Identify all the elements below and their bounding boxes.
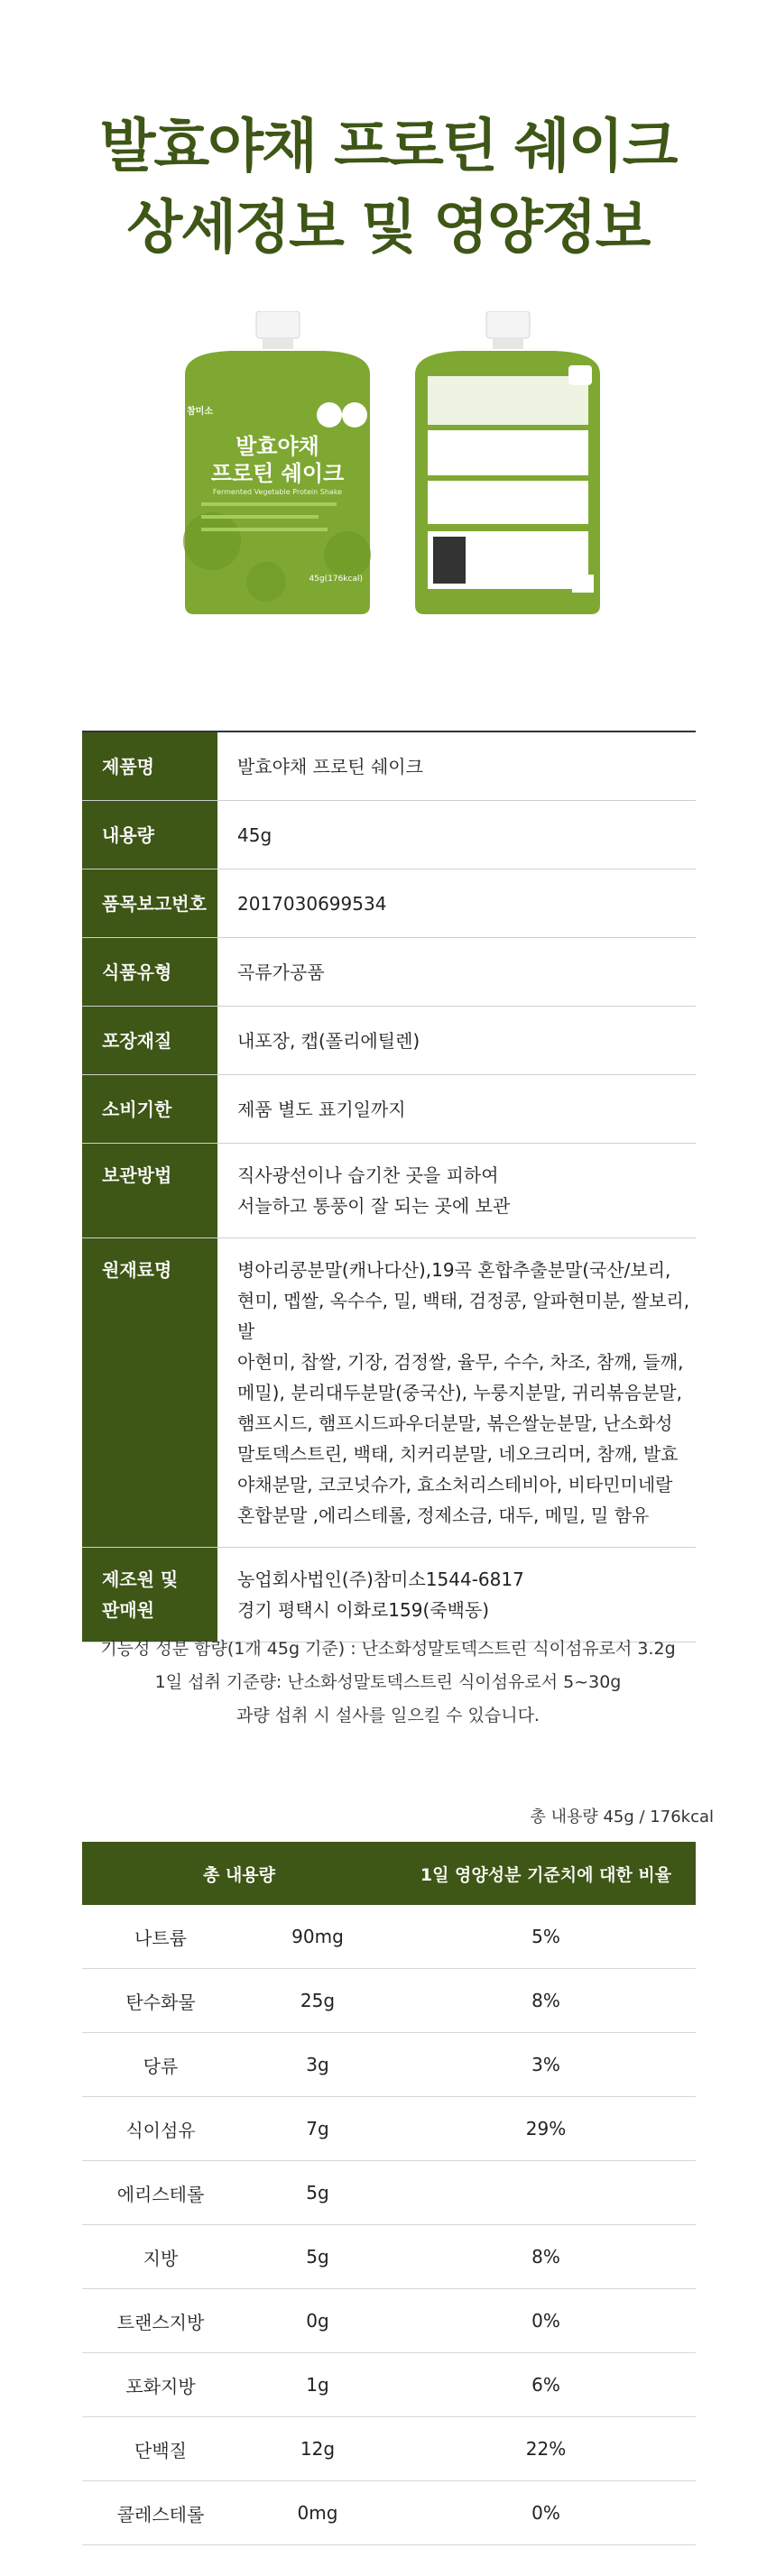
nutrient-name: 콜레스테롤 bbox=[82, 2481, 239, 2545]
nutrient-name: 나트륨 bbox=[82, 1905, 239, 1969]
info-value-line: 혼합분말 ,에리스테롤, 정제소금, 대두, 메밀, 밀 함유 bbox=[237, 1504, 650, 1526]
note-line: 과량 섭취 시 설사를 일으킬 수 있습니다. bbox=[236, 1706, 540, 1725]
functional-notes bbox=[0, 1633, 776, 1733]
info-label: 보관방법 bbox=[82, 1144, 217, 1237]
nutrient-name: 포화지방 bbox=[82, 2353, 239, 2417]
nutrient-name: 단백질 bbox=[82, 2417, 239, 2481]
nutrient-name: 당류 bbox=[82, 2033, 239, 2097]
info-value: 45g bbox=[237, 823, 273, 846]
pouch-subtitle: Fermented Vegetable Protein Shake bbox=[212, 488, 343, 496]
info-value: 2017030699534 bbox=[237, 892, 387, 915]
nutrient-ratio: 29% bbox=[396, 2097, 696, 2161]
info-row-expiry bbox=[82, 1075, 696, 1144]
table-row bbox=[82, 2353, 696, 2417]
nutrition-header-ratio: 1일 영양성분 기준치에 대한 비율 bbox=[396, 1842, 696, 1905]
info-label: 소비기한 bbox=[82, 1075, 217, 1143]
info-row-ingredients bbox=[82, 1238, 696, 1548]
nutrient-ratio bbox=[396, 2161, 696, 2225]
nutrient-amount: 25g bbox=[239, 1969, 396, 2033]
table-row bbox=[82, 2225, 696, 2289]
pouch-weight: 45g(176kcal) bbox=[309, 575, 363, 584]
info-label: 원재료명 bbox=[82, 1238, 217, 1547]
pouch-front-image bbox=[167, 311, 388, 618]
info-value bbox=[217, 1238, 696, 1547]
table-row bbox=[82, 1969, 696, 2033]
table-row bbox=[82, 2289, 696, 2353]
info-label-line: 판매원 bbox=[102, 1599, 154, 1621]
info-row-food-type bbox=[82, 938, 696, 1007]
nutrition-table bbox=[82, 1842, 696, 2545]
nutrient-name: 탄수화물 bbox=[82, 1969, 239, 2033]
nutrient-ratio: 8% bbox=[396, 1969, 696, 2033]
nutrient-amount: 0mg bbox=[239, 2481, 396, 2545]
product-images bbox=[0, 311, 776, 622]
info-value: 제품 별도 표기일까지 bbox=[237, 1098, 406, 1120]
table-row bbox=[82, 2033, 696, 2097]
nutrient-ratio: 22% bbox=[396, 2417, 696, 2481]
info-value bbox=[217, 1144, 696, 1237]
nutrient-amount: 3g bbox=[239, 2033, 396, 2097]
info-label: 식품유형 bbox=[82, 938, 217, 1006]
info-value-line: 햄프시드, 햄프시드파우더분말, 볶은쌀눈분말, 난소화성 bbox=[237, 1412, 673, 1434]
info-value: 발효야채 프로틴 쉐이크 bbox=[237, 755, 423, 777]
info-value-line: 야채분말, 코코넛슈가, 효소처리스테비아, 비타민미네랄 bbox=[237, 1474, 673, 1495]
table-row bbox=[82, 2481, 696, 2545]
nutrient-name: 에리스테롤 bbox=[82, 2161, 239, 2225]
table-row bbox=[82, 2097, 696, 2161]
info-value: 내포장, 캡(폴리에틸렌) bbox=[237, 1029, 420, 1052]
nutrient-name: 식이섬유 bbox=[82, 2097, 239, 2161]
brand-label: 참미소 bbox=[187, 407, 213, 417]
info-value-line: 아현미, 찹쌀, 기장, 검정쌀, 율무, 수수, 차조, 참깨, 들깨, bbox=[237, 1351, 684, 1373]
note-line: 1일 섭취 기준량: 난소화성말토덱스트린 식이섬유로서 5~30g bbox=[154, 1672, 622, 1692]
nutrient-amount: 90mg bbox=[239, 1905, 396, 1969]
nutrition-header-row bbox=[82, 1842, 696, 1905]
nutrient-ratio: 0% bbox=[396, 2481, 696, 2545]
pouch-name-line-1: 발효야채 bbox=[236, 434, 319, 459]
table-row bbox=[82, 1905, 696, 1969]
title-line-1: 발효야채 프로틴 쉐이크 bbox=[99, 114, 677, 180]
info-label: 내용량 bbox=[82, 801, 217, 869]
info-value-line: 병아리콩분말(캐나다산),19곡 혼합추출분말(국산/보리, bbox=[237, 1259, 671, 1281]
info-value: 곡류가공품 bbox=[237, 961, 325, 983]
pouch-back-image bbox=[397, 311, 618, 618]
info-value-line: 서늘하고 통풍이 잘 되는 곳에 보관 bbox=[237, 1195, 511, 1217]
info-value-line: 현미, 멥쌀, 옥수수, 밀, 백태, 검정콩, 알파현미분, 쌀보리, 발 bbox=[237, 1290, 690, 1342]
nutrient-amount: 1g bbox=[239, 2353, 396, 2417]
title-line-2: 상세정보 및 영양정보 bbox=[126, 195, 650, 262]
nutrient-ratio: 0% bbox=[396, 2289, 696, 2353]
nutrient-amount: 5g bbox=[239, 2225, 396, 2289]
nutrient-amount: 5g bbox=[239, 2161, 396, 2225]
info-label: 포장재질 bbox=[82, 1007, 217, 1074]
info-row-packaging bbox=[82, 1007, 696, 1075]
nutrient-ratio: 5% bbox=[396, 1905, 696, 1969]
nutrient-ratio: 3% bbox=[396, 2033, 696, 2097]
info-value-line: 메밀), 분리대두분말(중국산), 누룽지분말, 귀리볶음분말, bbox=[237, 1382, 682, 1403]
info-value-line: 말토덱스트린, 백태, 치커리분말, 네오크리머, 참깨, 발효 bbox=[237, 1443, 679, 1465]
info-row-storage bbox=[82, 1144, 696, 1238]
note-line: 기능성 성분 함량(1개 45g 기준) : 난소화성말토덱스트린 식이섬유로서 3.2g bbox=[100, 1639, 676, 1659]
pouch-name-line-2: 프로틴 쉐이크 bbox=[210, 461, 345, 486]
info-label: 제품명 bbox=[82, 732, 217, 800]
product-info-table bbox=[82, 731, 696, 1642]
table-row bbox=[82, 2161, 696, 2225]
info-row-manufacturer bbox=[82, 1548, 696, 1642]
table-row bbox=[82, 2417, 696, 2481]
info-value-line: 직사광선이나 습기찬 곳을 피하여 bbox=[237, 1164, 499, 1186]
info-value-line: 농업회사법인(주)참미소1544-6817 bbox=[237, 1569, 524, 1590]
info-label: 품목보고번호 bbox=[82, 869, 217, 937]
nutrient-amount: 7g bbox=[239, 2097, 396, 2161]
info-row-volume bbox=[82, 801, 696, 869]
page-title bbox=[0, 106, 776, 269]
nutrition-header-total: 총 내용량 bbox=[82, 1842, 396, 1905]
nutrient-name: 트랜스지방 bbox=[82, 2289, 239, 2353]
nutrient-ratio: 8% bbox=[396, 2225, 696, 2289]
info-row-name bbox=[82, 732, 696, 801]
nutrient-amount: 12g bbox=[239, 2417, 396, 2481]
info-label-line: 제조원 및 bbox=[102, 1569, 179, 1590]
nutrient-name: 지방 bbox=[82, 2225, 239, 2289]
nutrition-total: 총 내용량 45g / 176kcal bbox=[530, 1808, 714, 1826]
nutrient-amount: 0g bbox=[239, 2289, 396, 2353]
info-value bbox=[217, 1548, 696, 1642]
info-row-report-number bbox=[82, 869, 696, 938]
info-value-line: 경기 평택시 이화로159(죽백동) bbox=[237, 1599, 490, 1621]
nutrient-ratio: 6% bbox=[396, 2353, 696, 2417]
info-label bbox=[82, 1548, 217, 1642]
